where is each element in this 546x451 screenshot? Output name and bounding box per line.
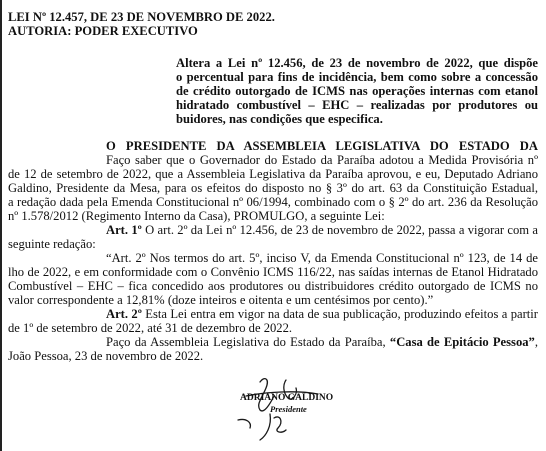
summary-line: o percentual para fins de incidência, bem como sobre a concessão <box>176 70 538 84</box>
preamble-line: Faço saber que o Governador do Estado da Paraíba adotou a Medida Provisória nº <box>106 153 538 167</box>
preamble-line: a redação dada pela Emenda Constitucional nº 06/1994, combinado com o § 2º do art. 236 da Resolução <box>8 195 538 209</box>
article-2-label: Art. 2º <box>106 307 142 321</box>
left-margin-rule <box>0 0 2 451</box>
article-2-line: de 1º de setembro de 2022, até 31 de dezembro de 2022. <box>8 321 293 335</box>
summary-line: buidores, nas condições que especifica. <box>176 112 383 126</box>
quote-line: valor correspondente a 12,81% (doze inteiros e oitenta e um centésimos por cento).” <box>8 293 434 307</box>
quote-line: Combustível – EHC – fica concedido aos produtores ou distribuidores crédito outorgado de ICMS no <box>8 279 538 293</box>
law-title: LEI Nº 12.457, DE 23 DE NOVEMBRO DE 2022. <box>8 10 275 24</box>
closing-place: Paço da Assembleia Legislativa do Estado da Paraíba, <box>106 335 390 349</box>
preamble-line: Galdino, Presidente da Mesa, para os efeitos do disposto no § 3º do art. 63 da Constituição Estadual, <box>8 181 538 195</box>
article-1-line <box>106 223 538 238</box>
article-2-line <box>106 307 538 322</box>
closing-house-name: “Casa de Epitácio Pessoa” <box>389 335 535 349</box>
quote-line: “Art. 2º Nos termos do art. 5º, inciso V, da Emenda Constitucional nº 123, de 14 de <box>106 251 538 265</box>
law-authorship: AUTORIA: PODER EXECUTIVO <box>8 24 198 38</box>
signature-role: Presidente <box>270 404 307 414</box>
closing-line <box>106 335 538 350</box>
article-2-text: Esta Lei entra em vigor na data de sua publicação, produzindo efeitos a partir <box>145 307 538 321</box>
article-1-label: Art. 1º <box>106 223 142 237</box>
article-1-text: O art. 2º da Lei nº 12.456, de 23 de novembro de 2022, passa a vigorar com a <box>145 223 538 237</box>
president-heading: O PRESIDENTE DA ASSEMBLEIA LEGISLATIVA DO ESTADO DA <box>106 139 538 153</box>
closing-date: João Pessoa, 23 de novembro de 2022. <box>8 349 204 363</box>
article-1-line: seguinte redação: <box>8 237 96 251</box>
quote-line: lho de 2022, e em conformidade com o Convênio ICMS 116/22, nas saídas internas de Etanol Hidratado <box>8 265 538 279</box>
signature-stamp <box>226 374 336 444</box>
signature-name: ADRIANO GALDINO <box>240 393 334 403</box>
summary-line: de crédito outorgado de ICMS nas operações internas com etanol <box>176 84 538 98</box>
summary-line: hidratado combustível – EHC – realizadas por produtores ou <box>176 98 538 112</box>
preamble-line: nº 1.578/2012 (Regimento Interno da Casa), PROMULGO, a seguinte Lei: <box>8 209 385 223</box>
summary-line: Altera a Lei nº 12.456, de 23 de novembro de 2022, que dispõe <box>176 56 538 70</box>
closing-comma: , <box>534 335 538 349</box>
preamble-line: de 12 de setembro de 2022, que a Assembleia Legislativa da Paraíba aprovou, e eu, Deputado Adriano <box>8 167 538 181</box>
